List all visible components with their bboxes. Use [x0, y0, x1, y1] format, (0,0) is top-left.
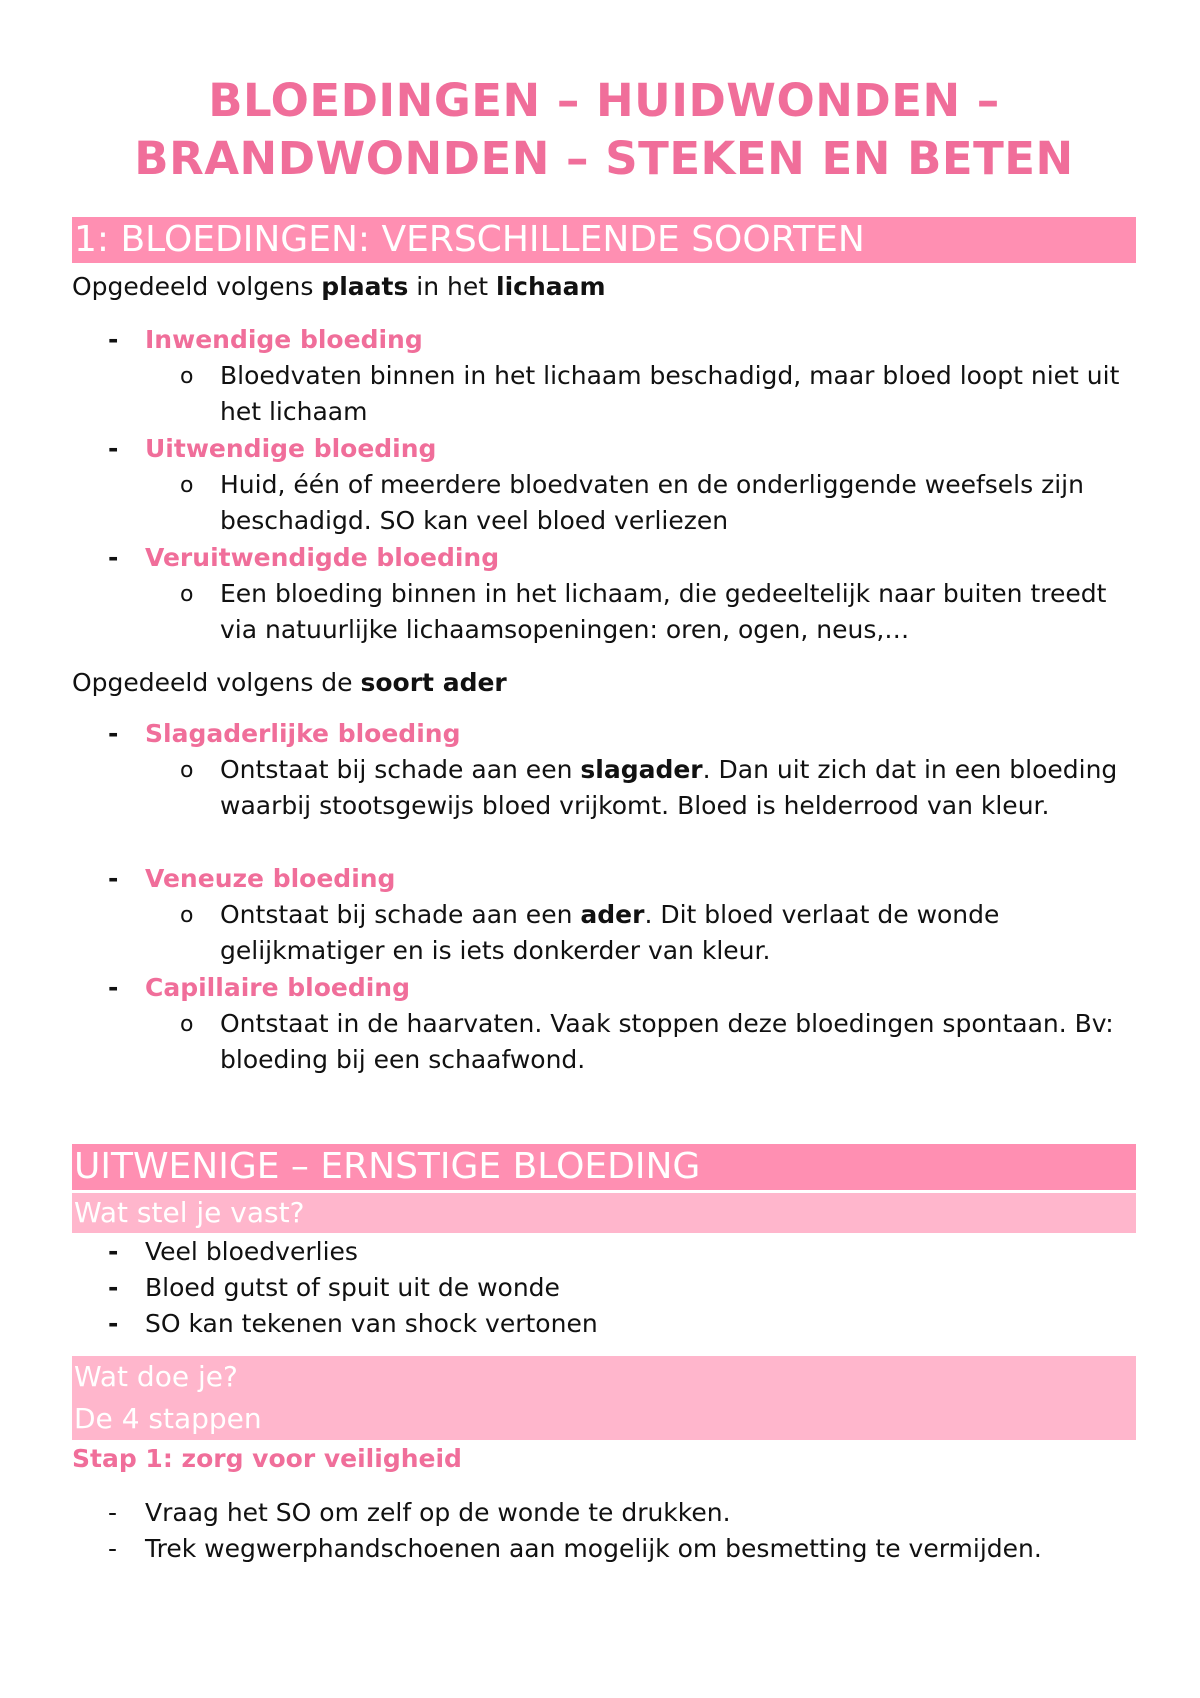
intro-plaats: Opgedeeld volgens plaats in het lichaam — [72, 272, 606, 301]
item-label: Slagaderlijke bloeding — [145, 719, 461, 748]
subheading-wat-stel-je-vast: Wat stel je vast? — [72, 1193, 1136, 1233]
item-label: Uitwendige bloeding — [145, 434, 437, 463]
item-label: Inwendige bloeding — [145, 325, 423, 354]
section-heading-bloedingen: 1: BLOEDINGEN: VERSCHILLENDE SOORTEN — [72, 217, 1136, 263]
section-heading-uitwendige: UITWENIGE – ERNSTIGE BLOEDING — [72, 1144, 1136, 1190]
item-label: Veruitwendigde bloeding — [145, 543, 500, 572]
document-title — [72, 72, 1136, 188]
title-line-2: BRANDWONDEN – STEKEN EN BETEN — [134, 132, 1074, 185]
subheading-wat-doe-je — [72, 1356, 1136, 1440]
item-label: Capillaire bloeding — [145, 973, 411, 1002]
subheading-line-1: Wat doe je? — [74, 1360, 238, 1393]
title-line-1: BLOEDINGEN – HUIDWONDEN – — [208, 74, 1000, 127]
step-1-heading: Stap 1: zorg voor veiligheid — [72, 1444, 462, 1473]
intro-soort-ader: Opgedeeld volgens de soort ader — [72, 668, 507, 697]
subheading-line-2: De 4 stappen — [74, 1402, 262, 1435]
item-label: Veneuze bloeding — [145, 864, 396, 893]
